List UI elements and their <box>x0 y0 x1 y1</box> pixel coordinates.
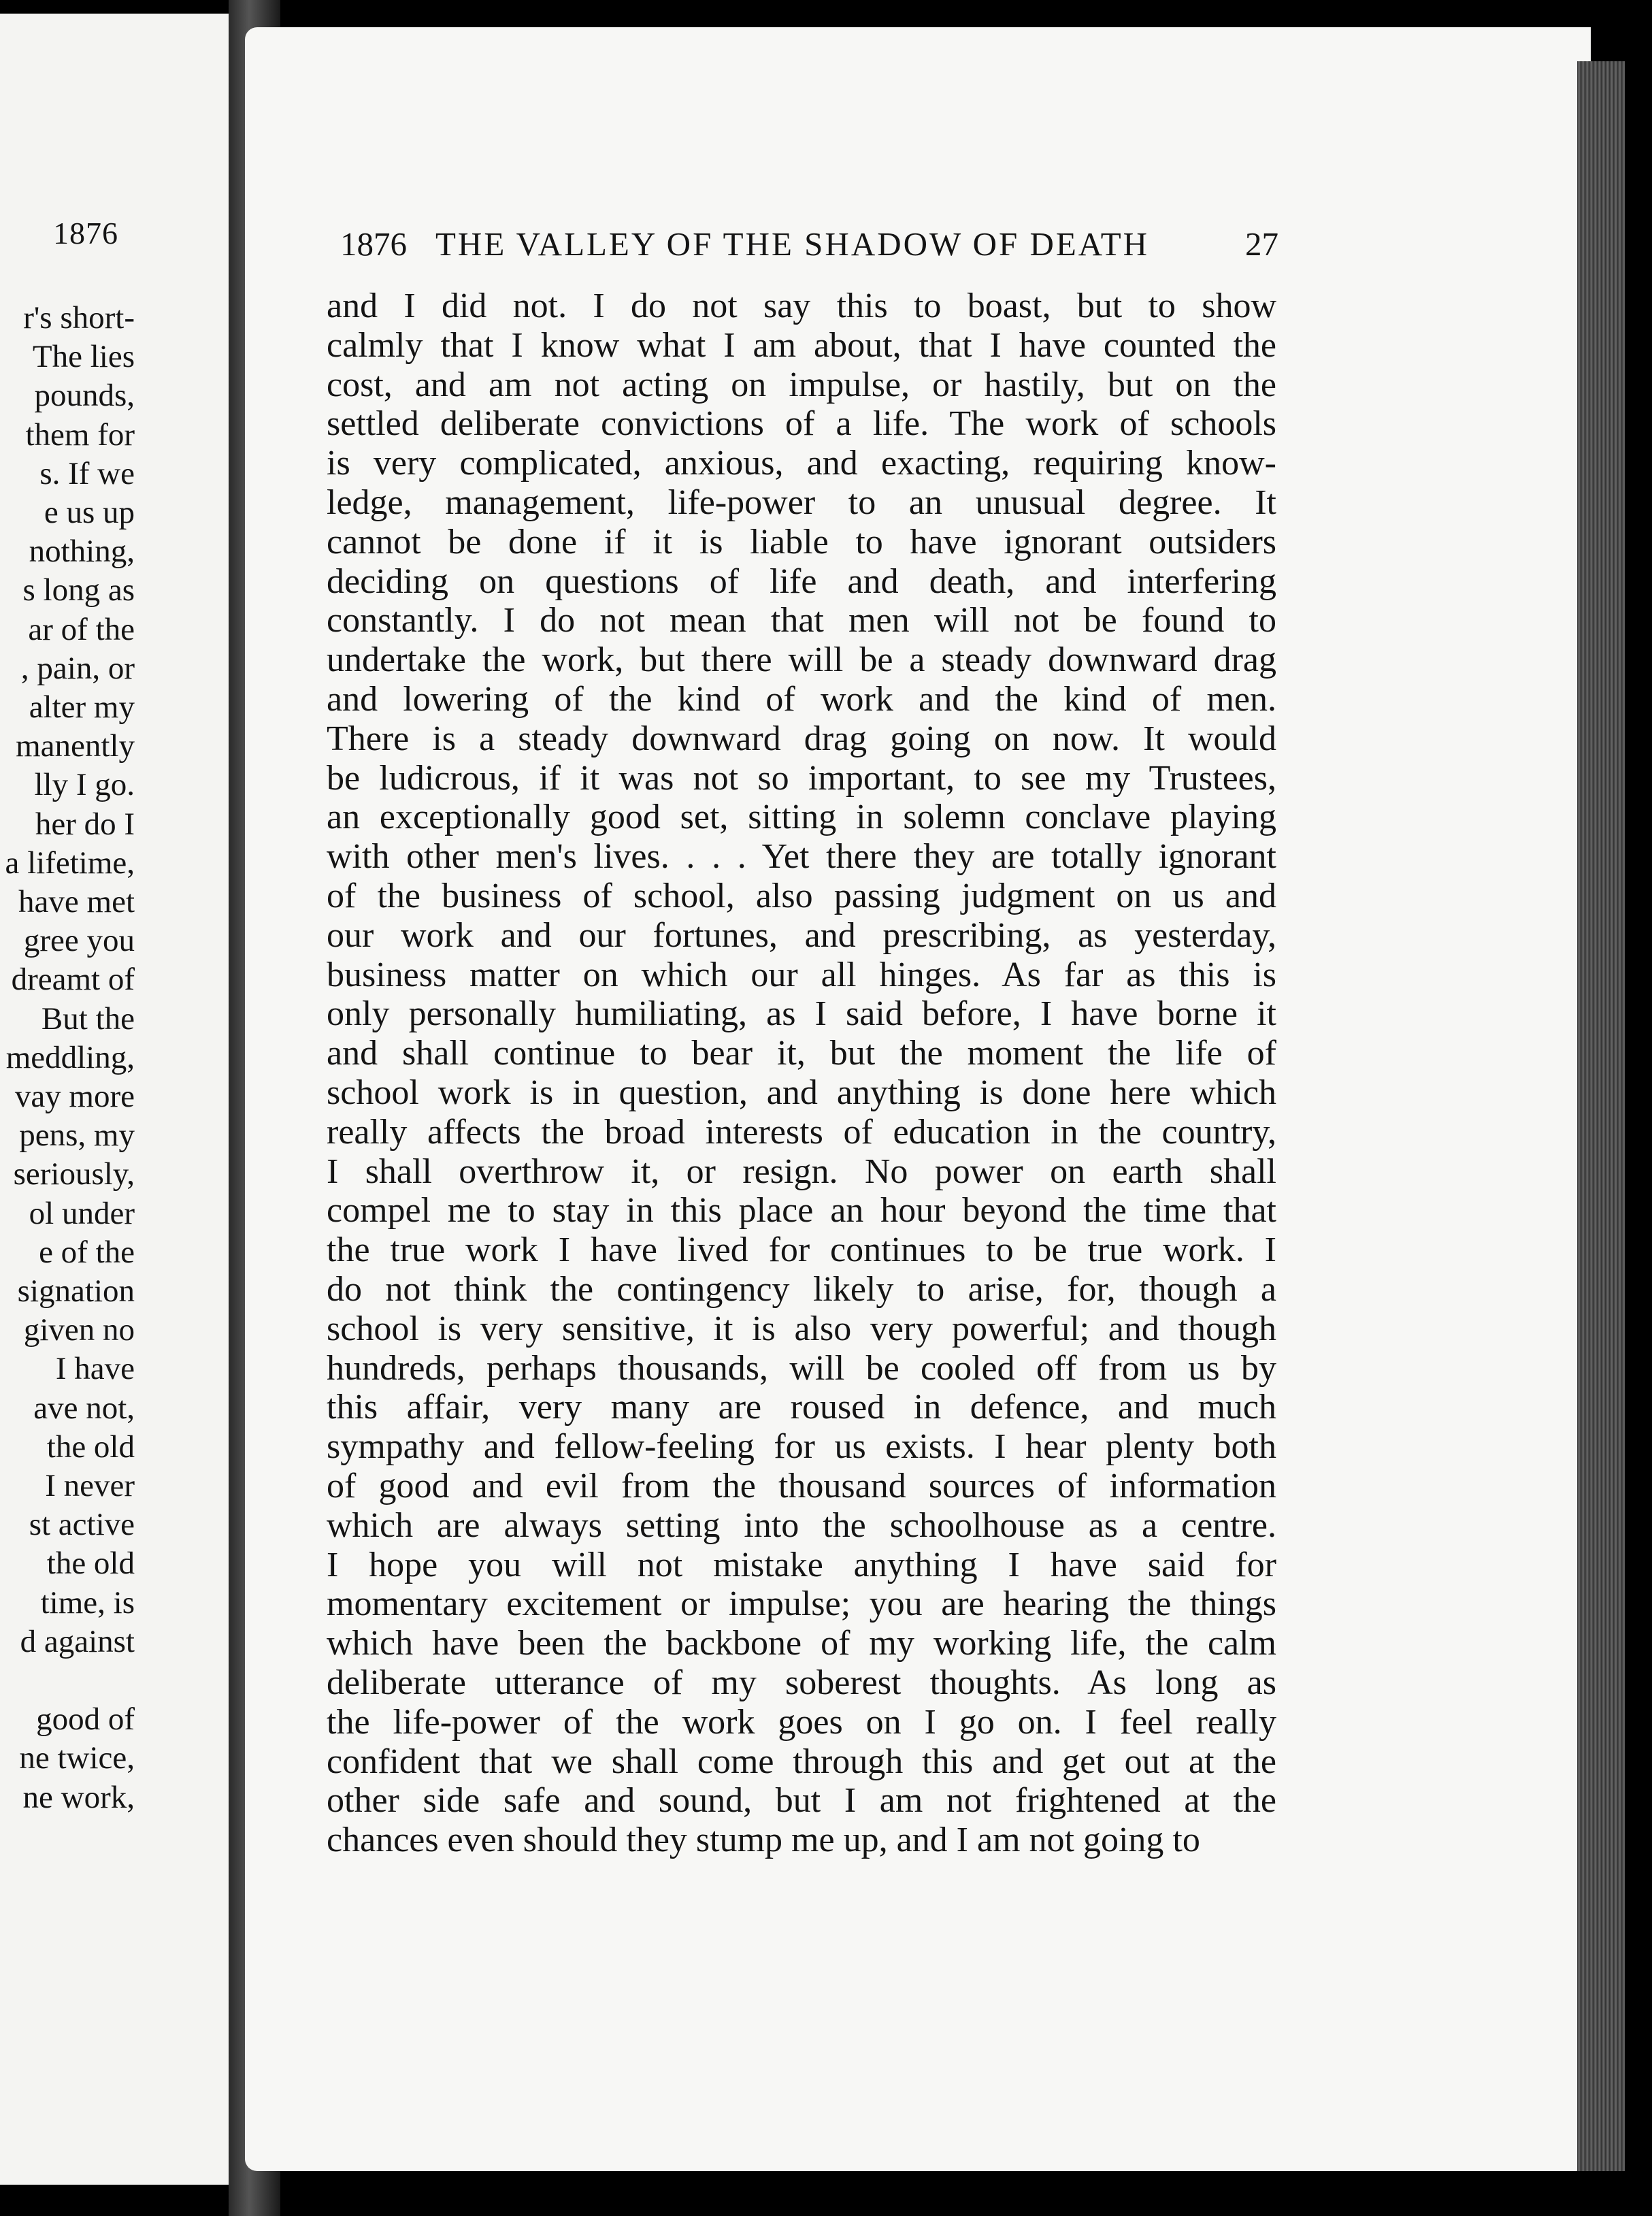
body-line: really affects the broad interests of education in the country, <box>327 1112 1276 1152</box>
left-page <box>0 14 229 2185</box>
left-page-line: the old <box>46 1429 135 1465</box>
body-line: is very complicated, anxious, and exacting, requiring know- <box>327 444 1276 483</box>
left-page-line: a lifetime, <box>5 845 135 881</box>
left-page-line: ne twice, <box>19 1740 135 1776</box>
left-page-line: time, is <box>40 1584 135 1620</box>
left-page-line: But the <box>41 1000 135 1037</box>
left-page-line: st active <box>29 1507 135 1543</box>
left-page-line: her do I <box>35 806 135 842</box>
body-line: cost, and am not acting on impulse, or hastily, but on the <box>327 365 1276 404</box>
left-page-line: I never <box>45 1468 135 1503</box>
body-line: be ludicrous, if it was not so important, to see my Trustees, <box>327 758 1276 798</box>
left-page-line: e of the <box>39 1234 135 1270</box>
left-page-line: ar of the <box>28 611 135 647</box>
left-page-line: manently <box>16 728 135 764</box>
body-line: deliberate utterance of my soberest thoughts. As long as <box>327 1663 1276 1702</box>
left-page-line: vay more <box>14 1079 135 1114</box>
left-page-line: nothing, <box>29 534 135 570</box>
body-line: our work and our fortunes, and prescribing, as yesterday, <box>327 915 1276 955</box>
body-line: this affair, very many are roused in defence, and much <box>327 1388 1276 1427</box>
left-page-line: meddling, <box>5 1039 135 1075</box>
body-line: compel me to stay in this place an hour beyond the time that <box>327 1191 1276 1231</box>
body-line: and lowering of the kind of work and the kind of men. <box>327 680 1276 719</box>
left-page-line: ne work, <box>22 1779 135 1815</box>
left-page-line: d against <box>20 1623 135 1659</box>
left-page-line: them for <box>25 417 135 453</box>
body-line: There is a steady downward drag going on now. It would <box>327 719 1276 758</box>
body-line: undertake the work, but there will be a steady downward drag <box>327 640 1276 680</box>
left-page-line: seriously, <box>13 1156 135 1192</box>
left-page-line: the old <box>46 1546 135 1582</box>
body-line: hundreds, perhaps thousands, will be cooled off from us by <box>327 1348 1276 1388</box>
left-page-line: good of <box>36 1701 135 1738</box>
body-line: school work is in question, and anything is done here which <box>327 1073 1276 1112</box>
body-line: and I did not. I do not say this to boast, but to show <box>327 287 1276 325</box>
page-number: 27 <box>1245 225 1278 263</box>
left-page-line: given no <box>23 1312 135 1348</box>
left-page-line: ol under <box>29 1195 135 1231</box>
body-line: other side safe and sound, but I am not frightened at the <box>327 1781 1276 1821</box>
left-page-line: dreamt of <box>11 962 135 998</box>
body-line: I hope you will not mistake anything I have said for <box>327 1545 1276 1584</box>
body-line: momentary excitement or impulse; you are hearing the things <box>327 1584 1276 1624</box>
body-line: constantly. I do not mean that men will not be found to <box>327 601 1276 640</box>
body-line: chances even should they stump me up, and I am not going to <box>327 1821 1200 1860</box>
left-page-line: lly I go. <box>34 767 135 803</box>
left-page-line: alter my <box>29 689 135 725</box>
body-line: only personally humiliating, as I said before, I have borne it <box>327 994 1276 1034</box>
left-page-line: gree you <box>23 923 135 959</box>
body-line: calmly that I know what I am about, that I have counted the <box>327 325 1276 365</box>
body-line: and shall continue to bear it, but the moment the life of <box>327 1034 1276 1073</box>
body-line: of the business of school, also passing judgment on us and <box>327 877 1276 915</box>
body-line: sympathy and fellow-feeling for us exists. I hear plenty both <box>327 1427 1276 1467</box>
left-page-line: , pain, or <box>20 650 135 686</box>
left-page-line: r's short- <box>23 300 135 336</box>
body-line: an exceptionally good set, sitting in solemn conclave playing <box>327 798 1276 837</box>
body-line: cannot be done if it is liable to have ignorant outsiders <box>327 522 1276 561</box>
left-page-line: I have <box>55 1351 135 1387</box>
body-line: with other men's lives. . . . Yet there they are totally ignorant <box>327 837 1276 877</box>
left-page-line: ave not, <box>33 1390 135 1426</box>
running-head-title: THE VALLEY OF THE SHADOW OF DEATH <box>435 225 1150 263</box>
body-line: which have been the backbone of my working life, the calm <box>327 1624 1276 1663</box>
page-fore-edge <box>1577 61 1625 2171</box>
body-line: of good and evil from the thousand sources of information <box>327 1467 1276 1505</box>
body-line: do not think the contingency likely to arise, for, though a <box>327 1270 1276 1309</box>
left-page-line: s. If we <box>39 455 135 491</box>
body-line: ledge, management, life-power to an unusual degree. It <box>327 483 1276 522</box>
left-page-line: pens, my <box>19 1118 135 1154</box>
left-page-line: e us up <box>44 495 135 530</box>
left-page-line: s long as <box>22 572 135 608</box>
body-line: deciding on questions of life and death, and interfering <box>327 561 1276 601</box>
body-line: which are always setting into the schoolhouse as a centre. <box>327 1505 1276 1545</box>
body-line: the true work I have lived for continues to be true work. I <box>327 1231 1276 1270</box>
body-line: school is very sensitive, it is also very powerful; and though <box>327 1309 1276 1348</box>
body-line: I shall overthrow it, or resign. No power on earth shall <box>327 1152 1276 1191</box>
body-line: the life-power of the work goes on I go on. I feel really <box>327 1702 1276 1742</box>
left-page-line: signation <box>17 1273 135 1309</box>
left-page-line: pounds, <box>34 378 135 414</box>
left-page-line: The lies <box>32 339 135 375</box>
body-line: settled deliberate convictions of a life. The work of schools <box>327 404 1276 444</box>
left-page-line: have met <box>18 884 135 919</box>
left-page-header: 1876 <box>53 216 118 250</box>
body-line: business matter on which our all hinges. As far as this is <box>327 955 1276 994</box>
running-head-year: 1876 <box>340 225 407 263</box>
body-line: confident that we shall come through this and get out at the <box>327 1742 1276 1781</box>
